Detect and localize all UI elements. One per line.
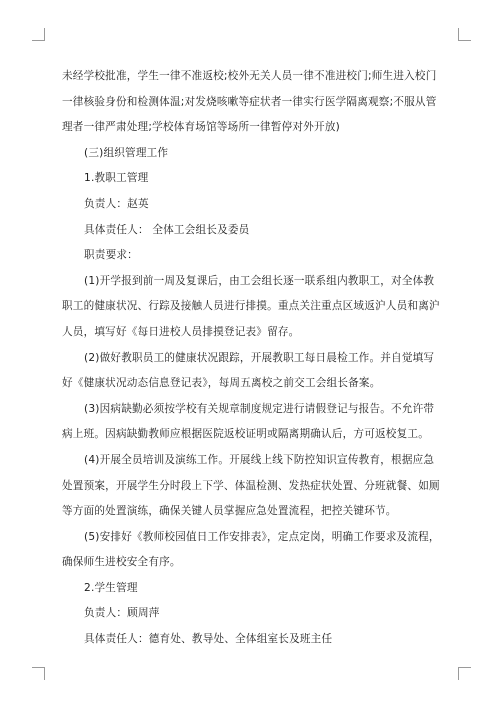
staff-responsible-persons: 具体责任人： 全体工会组长及委员 — [84, 223, 250, 236]
staff-manager: 负责人：赵英 — [84, 197, 149, 210]
crop-mark-bottom-left — [32, 667, 45, 680]
duty-item-2: (2)做好教职员工的健康状况跟踪，开展教职工每日晨检工作。并自觉填写好《健康状况动态信息登记表》，每周五离校之前交工会组长备案。 — [62, 351, 435, 390]
crop-mark-bottom-right — [458, 667, 471, 680]
subheading-student-management: 2.学生管理 — [84, 581, 138, 594]
student-responsible-persons: 具体责任人：德育处、教导处、全体组室长及班主任 — [84, 633, 333, 646]
section-heading-organization: (三)组织管理工作 — [84, 146, 169, 159]
duty-item-4: (4)开展全员培训及演练工作。开展线上线下防控知识宣传教育，根据应急处置预案，开展学生分时段上下学、体温检测、发热症状处置、分班就餐、如厕等方面的处置演练，确保关键人员掌握应急处置流程，把控关键环节。 — [62, 453, 440, 518]
duty-item-3: (3)因病缺勤必须按学校有关规章制度规定进行请假登记与报告。不允许带病上班。因病缺勤教师应根据医院返校证明或隔离期确认后，方可返校复工。 — [62, 402, 435, 441]
crop-mark-top-left — [32, 28, 45, 41]
duty-requirements-label: 职责要求： — [84, 249, 138, 262]
duty-item-5: (5)安排好《教师校园值日工作安排表》，定点定岗，明确工作要求及流程，确保师生进校安全有序。 — [62, 530, 440, 569]
duty-item-1: (1)开学报到前一周及复课后，由工会组长逐一联系组内教职工，对全体教职工的健康状况、行踪及接触人员进行排摸。重点关注重点区域返沪人员和离沪人员，填写好《每日进校人员排摸登记表》留存。 — [62, 274, 440, 338]
student-manager: 负责人：顾周萍 — [84, 607, 160, 620]
paragraph-school-entry-rules: 未经学校批准，学生一律不准返校;校外无关人员一律不准进校门;师生进入校门一律核验身份和检测体温;对发烧咳嗽等症状者一律实行医学隔离观察;不服从管理者一律严肃处理;学校体育场馆等场所一律暂停对外开放) — [62, 70, 437, 134]
document-body — [62, 64, 440, 653]
crop-mark-top-right — [458, 28, 471, 41]
subheading-staff-management: 1.教职工管理 — [84, 172, 149, 185]
